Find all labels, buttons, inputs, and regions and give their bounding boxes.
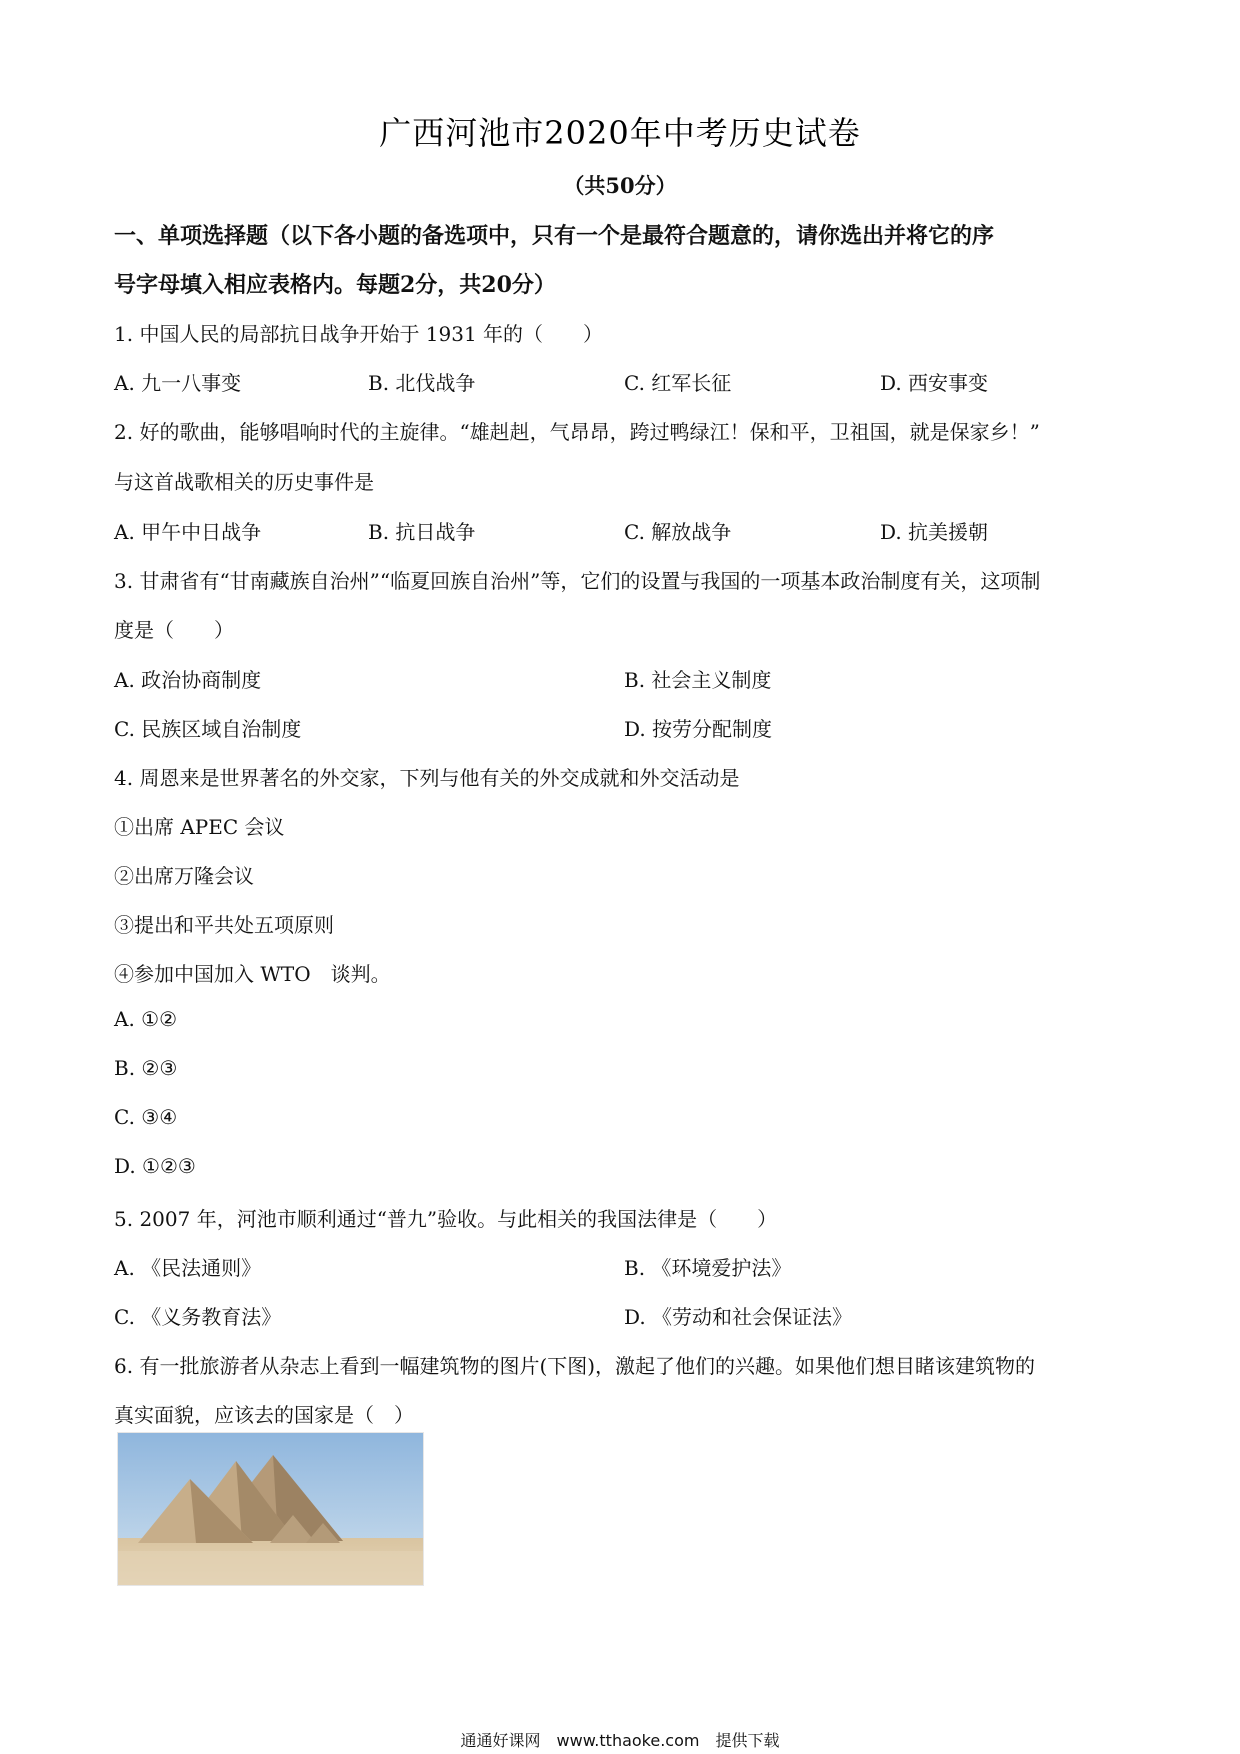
q1-option-b: B. 北伐战争 [368, 371, 476, 395]
question-2-stem-line-1: 2. 好的歌曲，能够唱响时代的主旋律。“雄赳赳，气昂昂，跨过鸭绿江！保和平，卫祖国，就是保家乡！” [114, 420, 1040, 444]
pyramids-image [117, 1432, 424, 1586]
q3-option-c: C. 民族区域自治制度 [114, 717, 302, 741]
pyramids-illustration [118, 1433, 423, 1585]
q4-option-c: C. ③④ [114, 1105, 178, 1129]
q2-option-b: B. 抗日战争 [368, 520, 476, 544]
question-3-stem-line-1: 3. 甘肃省有“甘南藏族自治州”“临夏回族自治州”等，它们的设置与我国的一项基本政治制度有关，这项制 [114, 569, 1041, 593]
question-3-stem-line-2: 度是（ ） [114, 618, 234, 642]
q3-option-a: A. 政治协商制度 [114, 668, 262, 692]
q4-option-d: D. ①②③ [114, 1154, 196, 1178]
q1-option-d: D. 西安事变 [880, 371, 989, 395]
q4-item-2: ②出席万隆会议 [114, 864, 254, 888]
section-heading-line-1: 一、单项选择题（以下各小题的备选项中，只有一个是最符合题意的，请你选出并将它的序 [114, 223, 995, 249]
q1-option-a: A. 九一八事变 [114, 371, 242, 395]
q4-item-4: ④参加中国加入 WTO 谈判。 [114, 962, 391, 986]
question-6-stem-line-1: 6. 有一批旅游者从杂志上看到一幅建筑物的图片(下图)，激起了他们的兴趣。如果他们想目睹该建筑物的 [114, 1354, 1036, 1378]
q5-option-c: C. 《义务教育法》 [114, 1305, 282, 1329]
q2-option-c: C. 解放战争 [624, 520, 732, 544]
question-2-stem-line-2: 与这首战歌相关的历史事件是 [114, 470, 374, 494]
q3-option-b: B. 社会主义制度 [624, 668, 772, 692]
question-4-stem: 4. 周恩来是世界著名的外交家，下列与他有关的外交成就和外交活动是 [114, 766, 740, 790]
question-6-stem-line-2: 真实面貌，应该去的国家是（ ） [114, 1403, 414, 1427]
q2-option-d: D. 抗美援朝 [880, 520, 989, 544]
page-footer: 通通好课网 www.tthaoke.com 提供下载 [460, 1731, 780, 1750]
q1-option-c: C. 红军长征 [624, 371, 732, 395]
q5-option-a: A. 《民法通则》 [114, 1256, 262, 1280]
section-heading [114, 212, 1124, 310]
q4-option-b: B. ②③ [114, 1056, 178, 1080]
question-5-stem: 5. 2007 年，河池市顺利通过“普九”验收。与此相关的我国法律是（ ） [114, 1207, 778, 1231]
section-heading-line-2: 号字母填入相应表格内。每题2分，共20分） [114, 272, 556, 298]
q2-option-a: A. 甲午中日战争 [114, 520, 262, 544]
q4-item-1: ①出席 APEC 会议 [114, 815, 285, 839]
q3-option-d: D. 按劳分配制度 [624, 717, 773, 741]
page-title: 广西河池市2020年中考历史试卷 [379, 114, 861, 152]
page-subtitle: （共50分） [563, 173, 677, 198]
question-1-stem: 1. 中国人民的局部抗日战争开始于 1931 年的（ ） [114, 322, 604, 346]
q5-option-b: B. 《环境爱护法》 [624, 1256, 792, 1280]
q4-item-3: ③提出和平共处五项原则 [114, 913, 334, 937]
q5-option-d: D. 《劳动和社会保证法》 [624, 1305, 853, 1329]
q4-option-a: A. ①② [114, 1007, 178, 1031]
